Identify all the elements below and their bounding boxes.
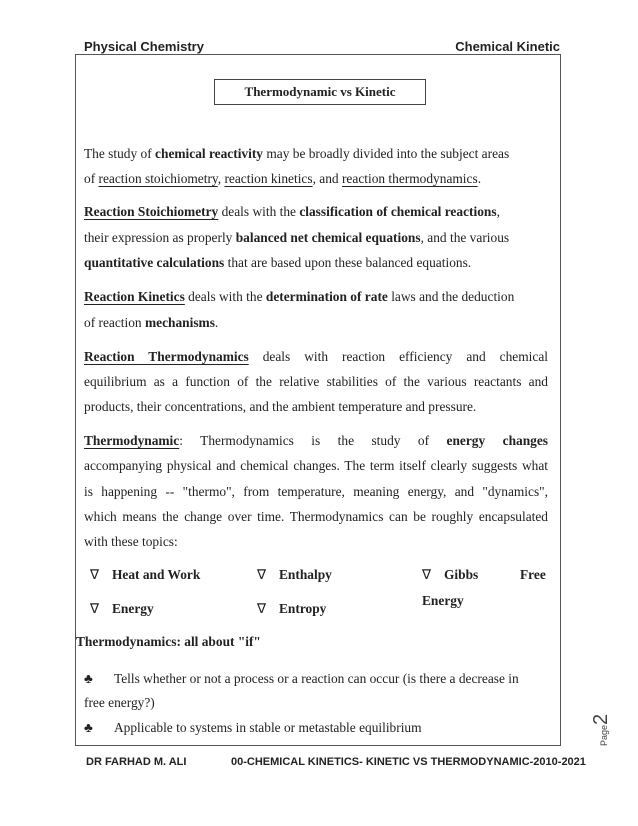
- club-bullet-icon: ♣: [84, 720, 93, 735]
- thermodynamic-line-4: which means the change over time. Thermodynamics can be roughly encapsulated: [84, 509, 548, 524]
- footer-doc-title: 00-CHEMICAL KINETICS- KINETIC VS THERMODYNAMIC-2010-2021: [231, 756, 586, 768]
- topic-gibbs-energy: Energy: [422, 593, 464, 608]
- title-box: Thermodynamic vs Kinetic: [214, 79, 426, 105]
- stoich-term: Reaction Stoichiometry: [84, 204, 219, 219]
- thermodynamic-term: Thermodynamic: [84, 433, 180, 448]
- kinetics-line-1: Reaction Kinetics deals with the determination of rate laws and the deduction: [84, 289, 515, 304]
- thermo-term: Reaction Thermodynamics: [84, 349, 249, 364]
- triangle-bullet-icon: ∇: [257, 601, 266, 616]
- stoich-line-1: Reaction Stoichiometry deals with the classification of chemical reactions,: [84, 204, 500, 219]
- header-right: Chemical Kinetic: [455, 39, 560, 54]
- topic-entropy: ∇ Entropy: [257, 601, 327, 616]
- thermodynamic-line-3: is happening -- "thermo", from temperature, meaning energy, and "dynamics",: [84, 484, 548, 499]
- stoich-line-2: their expression as properly balanced net chemical equations, and the various: [84, 230, 510, 245]
- stoich-line-3: quantitative calculations that are based upon these balanced equations.: [84, 255, 472, 270]
- thermodynamic-line-5: with these topics:: [84, 534, 178, 549]
- club-item-1-cont: free energy?): [84, 695, 155, 710]
- intro-line-2: of reaction stoichiometry, reaction kinetics, and reaction thermodynamics.: [84, 171, 482, 186]
- kinetics-line-2: of reaction mechanisms.: [84, 315, 219, 330]
- thermodynamic-line-1: Thermodynamic: Thermodynamics is the study of energy changes: [84, 433, 549, 448]
- topic-heat-and-work: ∇ Heat and Work: [90, 567, 201, 582]
- club-bullet-icon: ♣: [84, 671, 93, 686]
- page-number: Page2: [590, 713, 612, 746]
- topic-gibbs-free: Free: [520, 567, 546, 582]
- topic-enthalpy: ∇ Enthalpy: [257, 567, 332, 582]
- topic-gibbs: ∇ Gibbs: [422, 567, 479, 582]
- club-item-1: ♣ Tells whether or not a process or a reaction can occur (is there a decrease in: [84, 671, 519, 686]
- footer-author: DR FARHAD M. ALI: [86, 756, 187, 768]
- thermodynamic-line-2: accompanying physical and chemical changes. The term itself clearly suggests what: [84, 458, 548, 473]
- triangle-bullet-icon: ∇: [422, 567, 431, 582]
- triangle-bullet-icon: ∇: [90, 567, 99, 582]
- chemical-reactivity: chemical reactivity: [155, 146, 263, 161]
- club-item-2: ♣ Applicable to systems in stable or metastable equilibrium: [84, 720, 422, 735]
- triangle-bullet-icon: ∇: [90, 601, 99, 616]
- if-heading: Thermodynamics: all about "if": [76, 634, 261, 649]
- topic-energy: ∇ Energy: [90, 601, 154, 616]
- header-left: Physical Chemistry: [84, 39, 204, 54]
- triangle-bullet-icon: ∇: [257, 567, 266, 582]
- intro-line-1: The study of chemical reactivity may be broadly divided into the subject areas: [84, 146, 510, 161]
- thermo-line-2: equilibrium as a function of the relative stabilities of the various reactants and: [84, 374, 548, 389]
- kinetics-term: Reaction Kinetics: [84, 289, 185, 304]
- thermo-line-3: products, their concentrations, and the ambient temperature and pressure.: [84, 399, 477, 414]
- thermo-line-1: Reaction Thermodynamics deals with reaction efficiency and chemical: [84, 349, 548, 364]
